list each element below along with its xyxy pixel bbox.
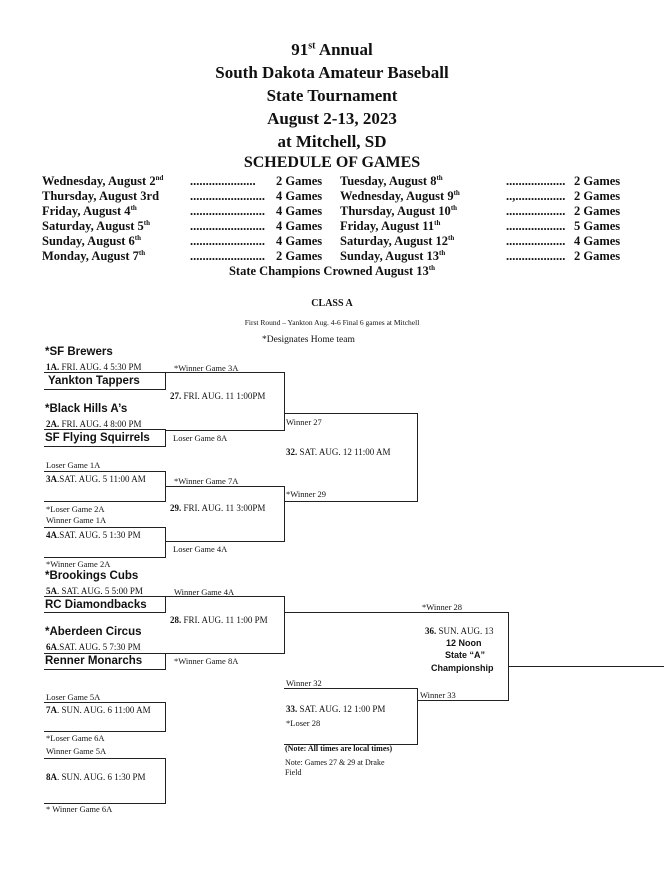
- label-winner-8a: *Winner Game 8A: [174, 656, 239, 666]
- first-round-note: First Round – Yankton Aug. 4-6 Final 6 games at Mitchell: [244, 318, 420, 327]
- schedule-day: Sunday, August 6th: [42, 234, 141, 249]
- schedule-dots: ...................: [506, 174, 566, 188]
- team-black-hills: *Black Hills A’s: [45, 403, 128, 415]
- label-winner-32: Winner 32: [286, 678, 322, 688]
- label-winner-6a: * Winner Game 6A: [46, 804, 113, 814]
- game-2a: 2A. FRI. AUG. 4 8:00 PM: [46, 419, 142, 429]
- schedule-dots: ........................: [190, 219, 265, 233]
- schedule-games: 4 Games: [276, 219, 323, 233]
- bracket-line: [165, 372, 166, 390]
- bracket-line: [165, 527, 166, 558]
- label-winner-3a: *Winner Game 3A: [174, 363, 239, 373]
- game-6a: 6A.SAT. AUG. 5 7:30 PM: [46, 642, 141, 652]
- schedule-dots: ...................: [506, 219, 566, 233]
- schedule-day: Friday, August 4th: [42, 204, 137, 219]
- schedule-day: Monday, August 7th: [42, 249, 146, 264]
- schedule-day: Thursday, August 10th: [340, 204, 458, 219]
- bracket-line: [165, 653, 285, 654]
- team-aberdeen-circus: *Aberdeen Circus: [45, 626, 142, 638]
- game-5a: 5A. SAT. AUG. 5 5:00 PM: [46, 586, 143, 596]
- label-loser-8a: Loser Game 8A: [173, 433, 228, 443]
- label-loser-1a: Loser Game 1A: [46, 460, 101, 470]
- bracket-line: [284, 486, 285, 542]
- note-drake-field-2: Field: [285, 768, 302, 777]
- bracket-line: [44, 596, 166, 597]
- schedule-dots: ..,................: [506, 189, 566, 203]
- team-rc-diamondbacks: RC Diamondbacks: [45, 599, 147, 611]
- bracket-line: [165, 429, 166, 447]
- schedule-games: 2 Games: [574, 174, 621, 188]
- note-local-times: (Note: All times are local times): [285, 744, 393, 753]
- schedule-title: SCHEDULE OF GAMES: [243, 154, 421, 171]
- label-loser-28: *Loser 28: [286, 718, 321, 728]
- schedule-dots: ...................: [506, 234, 566, 248]
- team-brookings-cubs: *Brookings Cubs: [45, 570, 139, 582]
- schedule-dots: ........................: [190, 249, 265, 263]
- label-loser-2a: *Loser Game 2A: [46, 504, 105, 514]
- schedule-dots: ...................: [506, 204, 566, 218]
- bracket-line: [44, 501, 166, 502]
- tournament-location: at Mitchell, SD: [277, 132, 387, 151]
- schedule-games: 2 Games: [276, 174, 323, 188]
- edition-title: [0, 40, 664, 60]
- bracket-line: [44, 653, 166, 654]
- bracket-line: [284, 596, 285, 654]
- schedule-day: Friday, August 11th: [340, 219, 441, 234]
- game-27: 27. FRI. AUG. 11 1:00PM: [170, 391, 266, 401]
- bracket-line: [165, 541, 285, 542]
- bracket-line: [44, 527, 166, 528]
- schedule-dots: ...................: [506, 249, 566, 263]
- bracket-line: [44, 429, 166, 430]
- game-33: 33. SAT. AUG. 12 1:00 PM: [286, 704, 386, 714]
- team-sf-flying-squirrels: SF Flying Squirrels: [45, 432, 150, 444]
- schedule-day: Saturday, August 5th: [42, 219, 151, 234]
- game-36-noon: 12 Noon: [446, 638, 482, 648]
- label-winner-4a: Winner Game 4A: [174, 587, 235, 597]
- bracket-line: [44, 702, 166, 703]
- bracket-line: [284, 612, 509, 613]
- bracket-line: [417, 700, 509, 701]
- schedule-games: 2 Games: [276, 249, 323, 263]
- schedule-games: 2 Games: [574, 204, 621, 218]
- label-loser-6a: *Loser Game 6A: [46, 733, 105, 743]
- team-renner-monarchs: Renner Monarchs: [45, 655, 143, 667]
- schedule-games: 2 Games: [574, 249, 621, 263]
- label-winner-27: Winner 27: [286, 417, 322, 427]
- schedule-day: Wednesday, August 2nd: [42, 174, 164, 189]
- note-drake-field-1: Note: Games 27 & 29 at Drake: [285, 758, 385, 767]
- edition-word: Annual: [318, 40, 373, 59]
- class-title: CLASS A: [311, 298, 353, 309]
- bracket-line: [417, 413, 418, 502]
- bracket-line: [508, 666, 664, 667]
- bracket-line: [165, 486, 285, 487]
- label-winner-33: Winner 33: [420, 690, 456, 700]
- bracket-line: [284, 688, 418, 689]
- game-36-time: 36. SUN. AUG. 13: [425, 626, 494, 636]
- game-7a: 7A. SUN. AUG. 6 11:00 AM: [46, 705, 151, 715]
- schedule-games: 4 Games: [276, 234, 323, 248]
- bracket-line: [44, 372, 166, 373]
- bracket-line: [44, 389, 166, 390]
- bracket-line: [284, 372, 285, 431]
- bracket-line: [44, 612, 166, 613]
- label-loser-5a: Loser Game 5A: [46, 692, 101, 702]
- bracket-line: [165, 596, 166, 613]
- edition-suffix: st: [308, 40, 316, 52]
- label-winner-2a: *Winner Game 2A: [46, 559, 111, 569]
- schedule-games: 5 Games: [574, 219, 621, 233]
- bracket-line: [44, 557, 166, 558]
- schedule-dots: ........................: [190, 204, 265, 218]
- label-winner-5a: Winner Game 5A: [46, 746, 107, 756]
- bracket-line: [44, 731, 166, 732]
- game-28: 28. FRI. AUG. 11 1:00 PM: [170, 615, 268, 625]
- game-29: 29. FRI. AUG. 11 3:00PM: [170, 503, 266, 513]
- bracket-line: [44, 471, 166, 472]
- team-sf-brewers: *SF Brewers: [45, 346, 113, 358]
- title-line-3: State Tournament: [266, 86, 398, 105]
- bracket-line: [44, 446, 166, 447]
- schedule-games: 2 Games: [574, 189, 621, 203]
- schedule-day: Tuesday, August 8th: [340, 174, 443, 189]
- schedule-day: Thursday, August 3rd: [42, 189, 160, 204]
- label-winner-29: *Winner 29: [286, 489, 327, 499]
- label-winner-28: *Winner 28: [422, 602, 463, 612]
- bracket-line: [44, 669, 166, 670]
- bracket-line: [284, 413, 418, 414]
- game-8a: 8A. SUN. AUG. 6 1:30 PM: [46, 772, 146, 782]
- bracket-line: [44, 758, 166, 759]
- label-winner-1a: Winner Game 1A: [46, 515, 107, 525]
- label-loser-4a: Loser Game 4A: [173, 544, 228, 554]
- schedule-games: 4 Games: [574, 234, 621, 248]
- champions-note: State Champions Crowned August 13th: [228, 264, 436, 279]
- schedule-dots: .....................: [190, 174, 256, 188]
- game-4a: 4A.SAT. AUG. 5 1:30 PM: [46, 530, 141, 540]
- home-team-note: *Designates Home team: [262, 335, 355, 345]
- schedule-day: Wednesday, August 9th: [340, 189, 460, 204]
- edition-number: 91: [291, 40, 309, 59]
- game-36-championship: Championship: [431, 663, 494, 673]
- title-line-2: South Dakota Amateur Baseball: [215, 63, 449, 82]
- bracket-line: [165, 653, 166, 670]
- schedule-dots: ........................: [190, 189, 265, 203]
- schedule-games: 4 Games: [276, 189, 323, 203]
- bracket-line: [417, 688, 418, 745]
- game-32: 32. SAT. AUG. 12 11:00 AM: [286, 447, 391, 457]
- schedule-day: Saturday, August 12th: [340, 234, 455, 249]
- label-winner-7a: *Winner Game 7A: [174, 476, 239, 486]
- schedule-games: 4 Games: [276, 204, 323, 218]
- bracket-line: [284, 501, 418, 502]
- schedule-day: Sunday, August 13th: [340, 249, 446, 264]
- schedule-dots: ........................: [190, 234, 265, 248]
- tournament-dates: August 2-13, 2023: [267, 109, 397, 128]
- bracket-line: [165, 758, 166, 804]
- bracket-line: [165, 702, 166, 732]
- game-1a: 1A. FRI. AUG. 4 5:30 PM: [46, 362, 142, 372]
- game-3a: 3A.SAT. AUG. 5 11:00 AM: [46, 474, 146, 484]
- game-36-state: State “A”: [445, 650, 486, 660]
- bracket-line: [508, 612, 509, 701]
- team-yankton-tappers: Yankton Tappers: [48, 375, 140, 387]
- bracket-line: [165, 430, 285, 431]
